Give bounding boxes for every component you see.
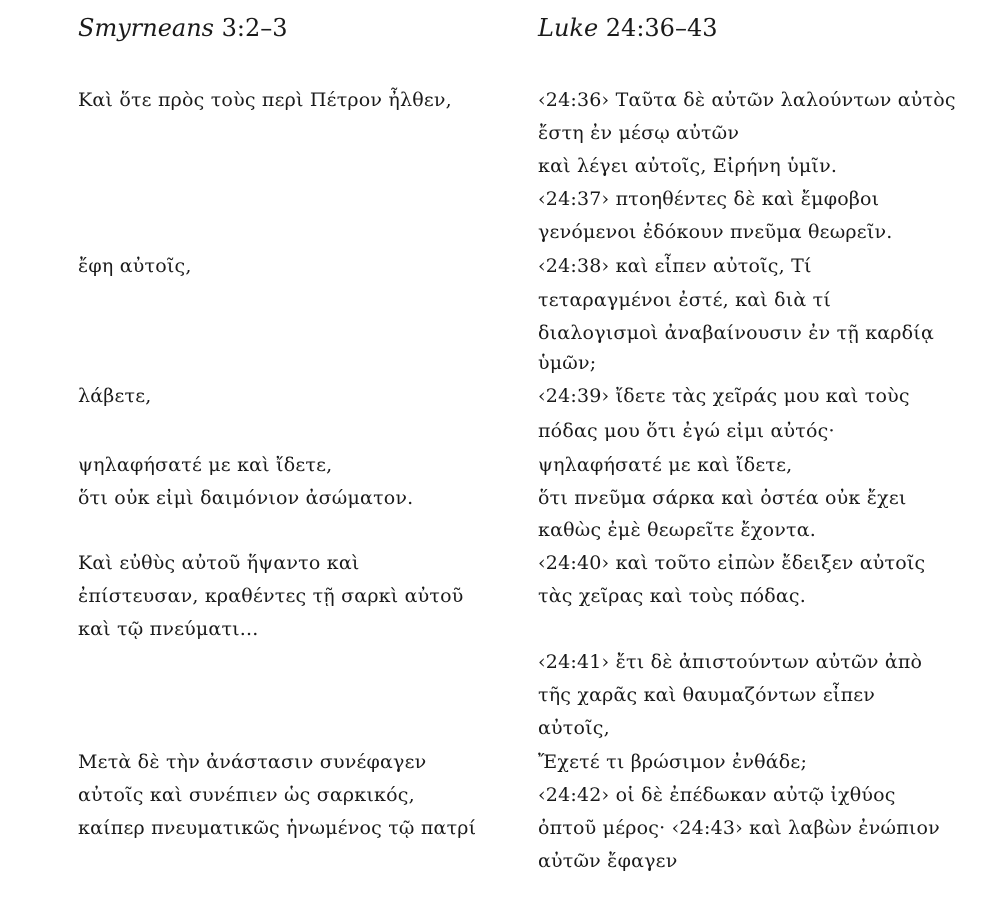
right-line: ‹24:38› καὶ εἶπεν αὐτοῖς, Τί: [538, 255, 812, 277]
left-line: Μετὰ δὲ τὴν ἀνάστασιν συνέφαγεν: [78, 751, 427, 773]
right-line: αὐτῶν ἔφαγεν: [538, 850, 678, 872]
left-column-heading: [78, 12, 288, 44]
right-line: καὶ λέγει αὐτοῖς, Εἰρήνη ὑμῖν.: [538, 155, 838, 177]
right-line: ἔστη ἐν μέσῳ αὐτῶν: [538, 122, 740, 144]
left-line: ψηλαφήσατέ με καὶ ἴδετε,: [78, 454, 333, 476]
left-line: αὐτοῖς καὶ συνέπιεν ὡς σαρκικός,: [78, 784, 415, 806]
right-line: ὀπτοῦ μέρος· ‹24:43› καὶ λαβὼν ἐνώπιον: [538, 817, 940, 839]
right-line: ὅτι πνεῦμα σάρκα καὶ ὀστέα οὐκ ἔχει: [538, 487, 907, 509]
left-line: καὶ τῷ πνεύματι...: [78, 618, 259, 640]
right-line: ‹24:42› οἱ δὲ ἐπέδωκαν αὐτῷ ἰχθύος: [538, 784, 896, 806]
right-line: ‹24:39› ἴδετε τὰς χεῖράς μου καὶ τοὺς: [538, 385, 910, 407]
left-heading-book: Smyrneans: [78, 14, 214, 42]
right-line: διαλογισμοὶ ἀναβαίνουσιν ἐν τῇ καρδίᾳ: [538, 322, 934, 344]
right-line: γενόμενοι ἐδόκουν πνεῦμα θεωρεῖν.: [538, 221, 893, 243]
right-line: αὐτοῖς,: [538, 717, 610, 739]
right-heading-book: Luke: [538, 14, 599, 42]
left-line: Καὶ εὐθὺς αὐτοῦ ἥψαντο καὶ: [78, 552, 360, 574]
right-line: ‹24:41› ἔτι δὲ ἀπιστούντων αὐτῶν ἀπὸ: [538, 651, 923, 673]
right-line: τῆς χαρᾶς καὶ θαυμαζόντων εἶπεν: [538, 684, 876, 706]
right-column-heading: [538, 12, 717, 44]
right-line: Ἔχετέ τι βρώσιμον ἐνθάδε;: [538, 751, 808, 773]
left-line: ὅτι οὐκ εἰμὶ δαιμόνιον ἀσώματον.: [78, 487, 414, 509]
left-heading-ref: 3:2–3: [221, 14, 288, 42]
right-line: πόδας μου ὅτι ἐγώ εἰμι αὐτός·: [538, 420, 835, 442]
left-line: καίπερ πνευματικῶς ἡνωμένος τῷ πατρί: [78, 817, 477, 839]
right-heading-ref: 24:36–43: [605, 14, 718, 42]
left-line: ἐπίστευσαν, κραθέντες τῇ σαρκὶ αὐτοῦ: [78, 585, 464, 607]
right-line: ὑμῶν;: [538, 352, 597, 374]
left-line: Καὶ ὅτε πρὸς τοὺς περὶ Πέτρον ἦλθεν,: [78, 89, 452, 111]
right-line: ‹24:36› Ταῦτα δὲ αὐτῶν λαλούντων αὐτὸς: [538, 89, 956, 111]
right-line: τεταραγμένοι ἐστέ, καὶ διὰ τί: [538, 289, 832, 311]
right-line: ‹24:37› πτοηθέντες δὲ καὶ ἔμφοβοι: [538, 188, 880, 210]
right-line: τὰς χεῖρας καὶ τοὺς πόδας.: [538, 585, 806, 607]
right-line: καθὼς ἐμὲ θεωρεῖτε ἔχοντα.: [538, 519, 817, 541]
left-line: ἔφη αὐτοῖς,: [78, 255, 192, 277]
right-line: ψηλαφήσατέ με καὶ ἴδετε,: [538, 454, 793, 476]
right-line: ‹24:40› καὶ τοῦτο εἰπὼν ἔδειξεν αὐτοῖς: [538, 552, 926, 574]
left-line: λάβετε,: [78, 385, 152, 407]
